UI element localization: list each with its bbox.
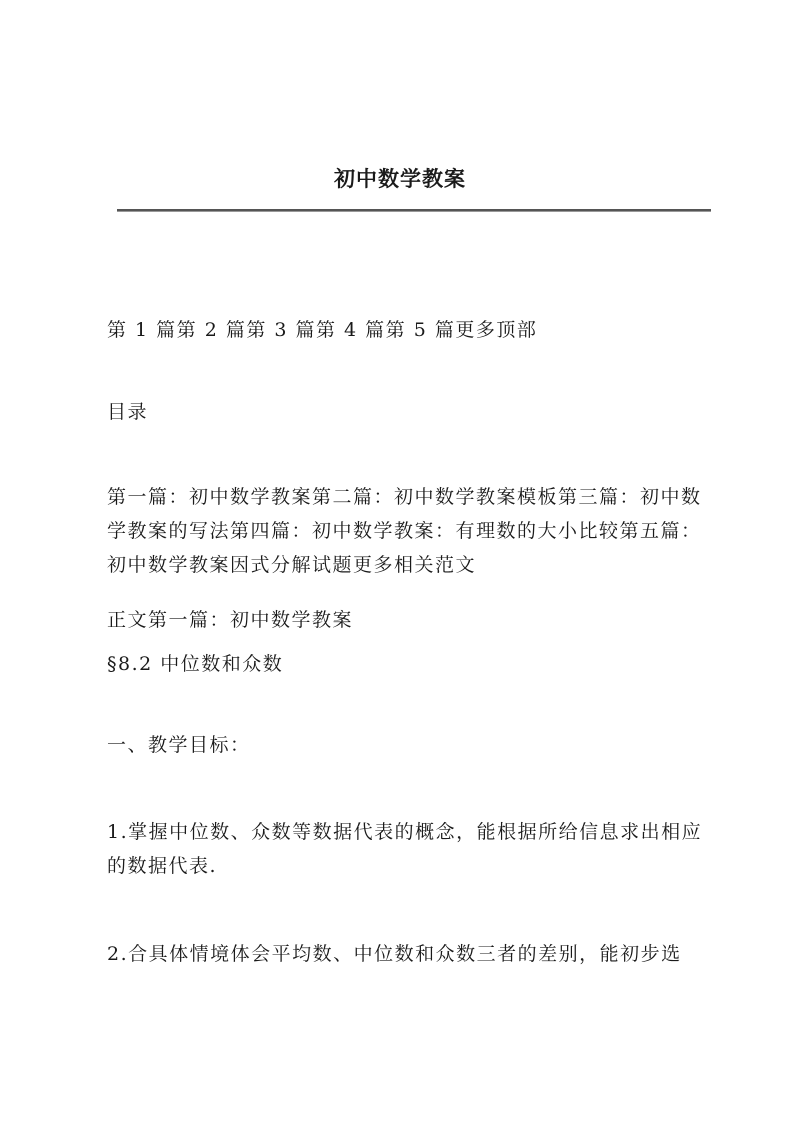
section-heading: §8.2 中位数和众数 xyxy=(107,653,284,675)
article-navigation: 第 1 篇第 2 篇第 3 篇第 4 篇第 5 篇更多顶部 xyxy=(107,319,538,341)
goal-item-1: 1.掌握中位数、众数等数据代表的概念，能根据所给信息求出相应的数据代表. xyxy=(107,821,703,877)
toc-list: 第一篇：初中数学教案第二篇：初中数学教案模板第三篇：初中数学教案的写法第四篇：初中数学教案：有理数的大小比较第五篇：初中数学教案因式分解试题更多相关范文 xyxy=(107,486,702,576)
toc-heading: 目录 xyxy=(107,401,149,423)
goals-heading: 一、教学目标： xyxy=(107,734,251,756)
main-text-label: 正文第一篇：初中数学教案 xyxy=(107,609,354,631)
title-divider xyxy=(117,209,711,212)
document-title: 初中数学教案 xyxy=(334,166,466,191)
goal-item-2: 2.合具体情境体会平均数、中位数和众数三者的差别，能初步选 xyxy=(107,943,682,965)
